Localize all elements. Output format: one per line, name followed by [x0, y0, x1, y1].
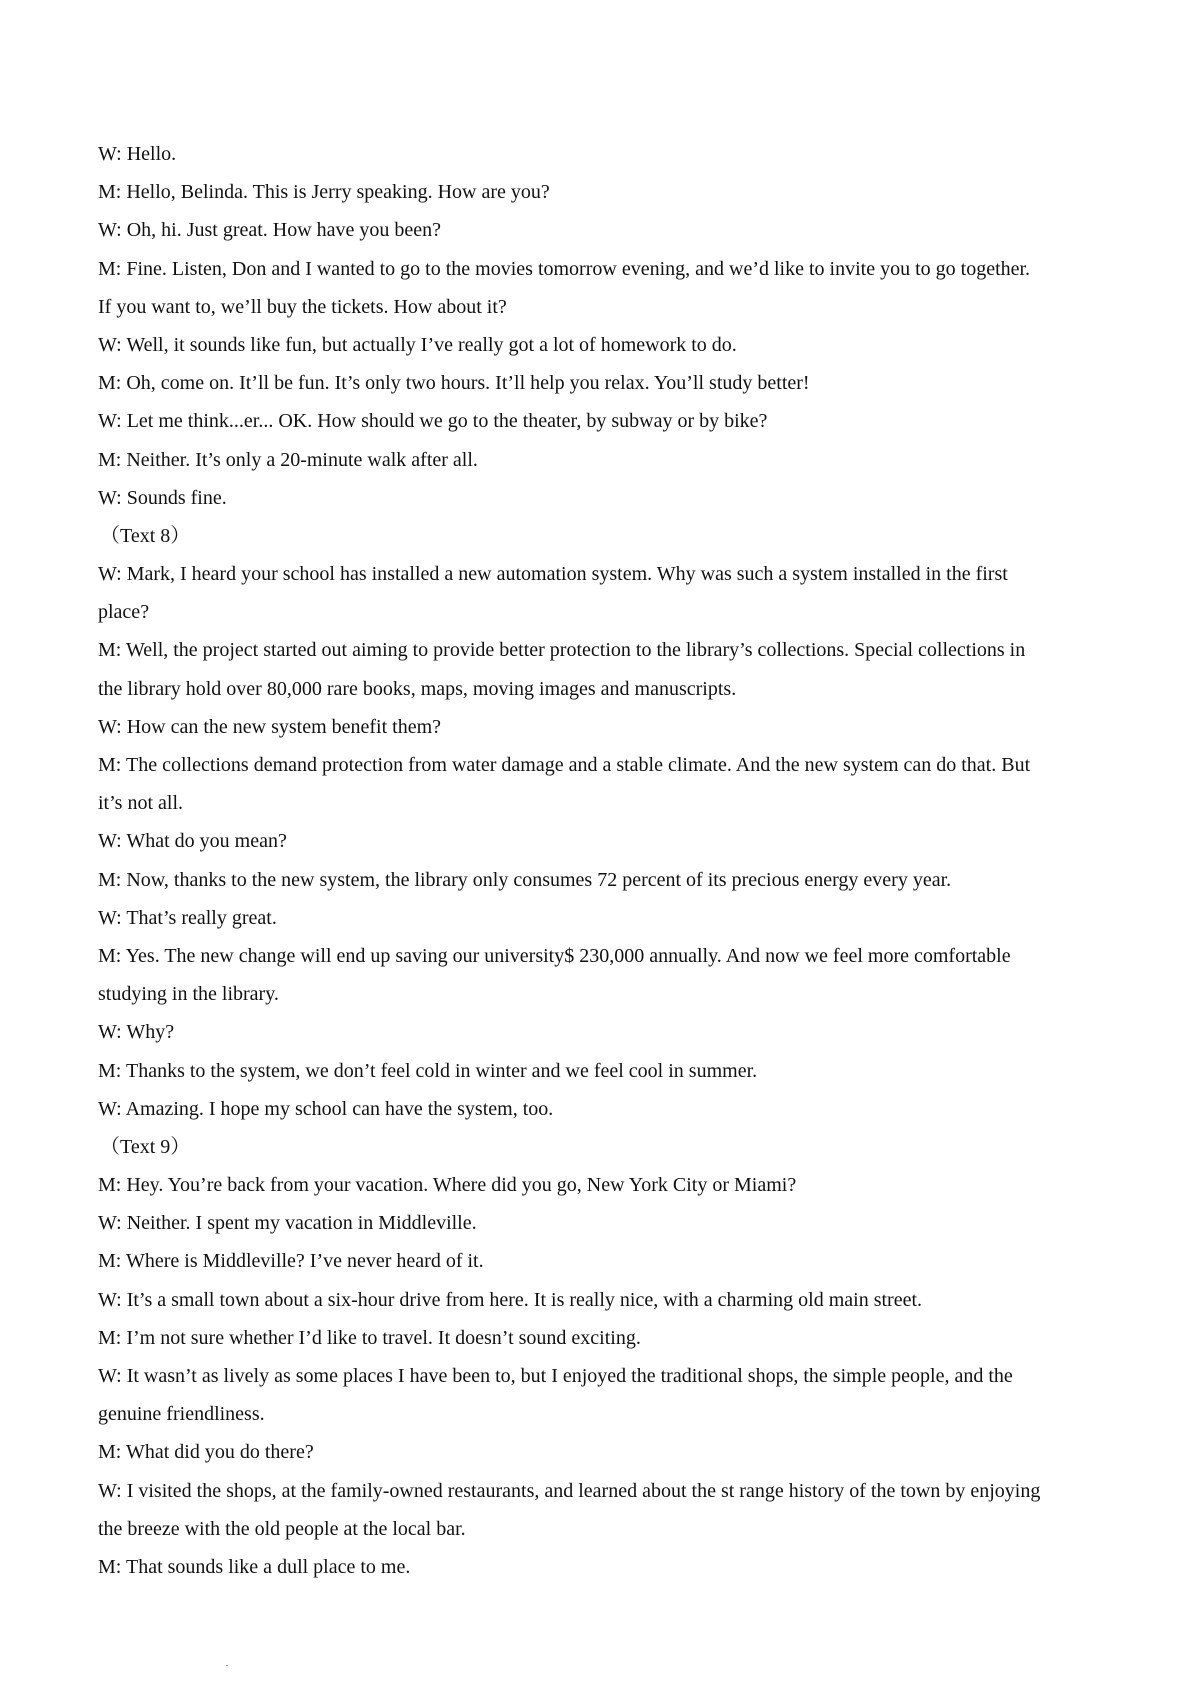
dialogue-line: W: Let me think...er... OK. How should we go to the theater, by subway or by bike?: [98, 410, 768, 433]
dialogue-line: W: Mark, I heard your school has installed a new automation system. Why was such a system installed in the first: [98, 563, 1008, 586]
dialogue-transcript: [98, 135, 1110, 1586]
dialogue-line: M: Neither. It’s only a 20-minute walk after all.: [98, 448, 478, 471]
dialogue-line: M: Hey. You’re back from your vacation. Where did you go, New York City or Miami?: [98, 1174, 797, 1197]
dialogue-line: the breeze with the old people at the local bar.: [98, 1517, 466, 1540]
dialogue-line: W: It’s a small town about a six-hour drive from here. It is really nice, with a charming old main street.: [98, 1288, 923, 1311]
dialogue-line: W: How can the new system benefit them?: [98, 715, 442, 738]
dialogue-line: M: The collections demand protection from water damage and a stable climate. And the new system can do that. But: [98, 754, 1031, 776]
dialogue-line: studying in the library.: [98, 983, 279, 1006]
dialogue-line: W: Sounds fine.: [98, 486, 227, 509]
dialogue-line: W: I visited the shops, at the family-owned restaurants, and learned about the st range history of the town by enjoying: [98, 1479, 1041, 1502]
section-heading-text-9: （Text 9）: [100, 1135, 191, 1158]
dialogue-line: W: Hello.: [98, 143, 177, 165]
dialogue-line: genuine friendliness.: [98, 1403, 265, 1426]
dialogue-line: W: It wasn’t as lively as some places I have been to, but I enjoyed the traditional shops, the simple people, and the: [98, 1365, 1013, 1387]
dialogue-line: M: Oh, come on. It’ll be fun. It’s only two hours. It’ll help you relax. You’ll study better!: [98, 372, 810, 395]
dialogue-line: W: Oh, hi. Just great. How have you been?: [98, 219, 442, 242]
dialogue-line: place?: [98, 601, 150, 624]
dialogue-line: M: Yes. The new change will end up saving our university$ 230,000 annually. And now we feel more comfortable: [98, 944, 1011, 967]
dialogue-line: M: Fine. Listen, Don and I wanted to go to the movies tomorrow evening, and we’d like to invite you to go together.: [98, 257, 1031, 280]
dialogue-line: M: Hello, Belinda. This is Jerry speaking. How are you?: [98, 181, 550, 204]
dialogue-line: W: That’s really great.: [98, 906, 277, 929]
page-mark: [226, 1665, 228, 1666]
dialogue-line: W: Amazing. I hope my school can have the system, too.: [98, 1097, 554, 1120]
dialogue-line: M: Thanks to the system, we don’t feel cold in winter and we feel cool in summer.: [98, 1059, 758, 1082]
dialogue-line: If you want to, we’ll buy the tickets. How about it?: [98, 295, 507, 318]
dialogue-line: W: What do you mean?: [98, 830, 287, 853]
dialogue-line: the library hold over 80,000 rare books, maps, moving images and manuscripts.: [98, 677, 737, 700]
dialogue-line: M: Now, thanks to the new system, the library only consumes 72 percent of its precious energy every year.: [98, 868, 952, 891]
dialogue-line: M: That sounds like a dull place to me.: [98, 1555, 411, 1578]
dialogue-line: M: I’m not sure whether I’d like to travel. It doesn’t sound exciting.: [98, 1326, 641, 1349]
dialogue-line: it’s not all.: [98, 792, 183, 815]
dialogue-line: M: What did you do there?: [98, 1441, 314, 1464]
dialogue-line: W: Well, it sounds like fun, but actually I’ve really got a lot of homework to do.: [98, 333, 737, 356]
dialogue-line: W: Neither. I spent my vacation in Middleville.: [98, 1212, 477, 1235]
section-heading-text-8: （Text 8）: [100, 524, 191, 547]
dialogue-line: W: Why?: [98, 1021, 175, 1044]
dialogue-line: M: Well, the project started out aiming to provide better protection to the library’s collections. Special collections in: [98, 639, 1026, 662]
dialogue-line: M: Where is Middleville? I’ve never heard of it.: [98, 1250, 484, 1273]
